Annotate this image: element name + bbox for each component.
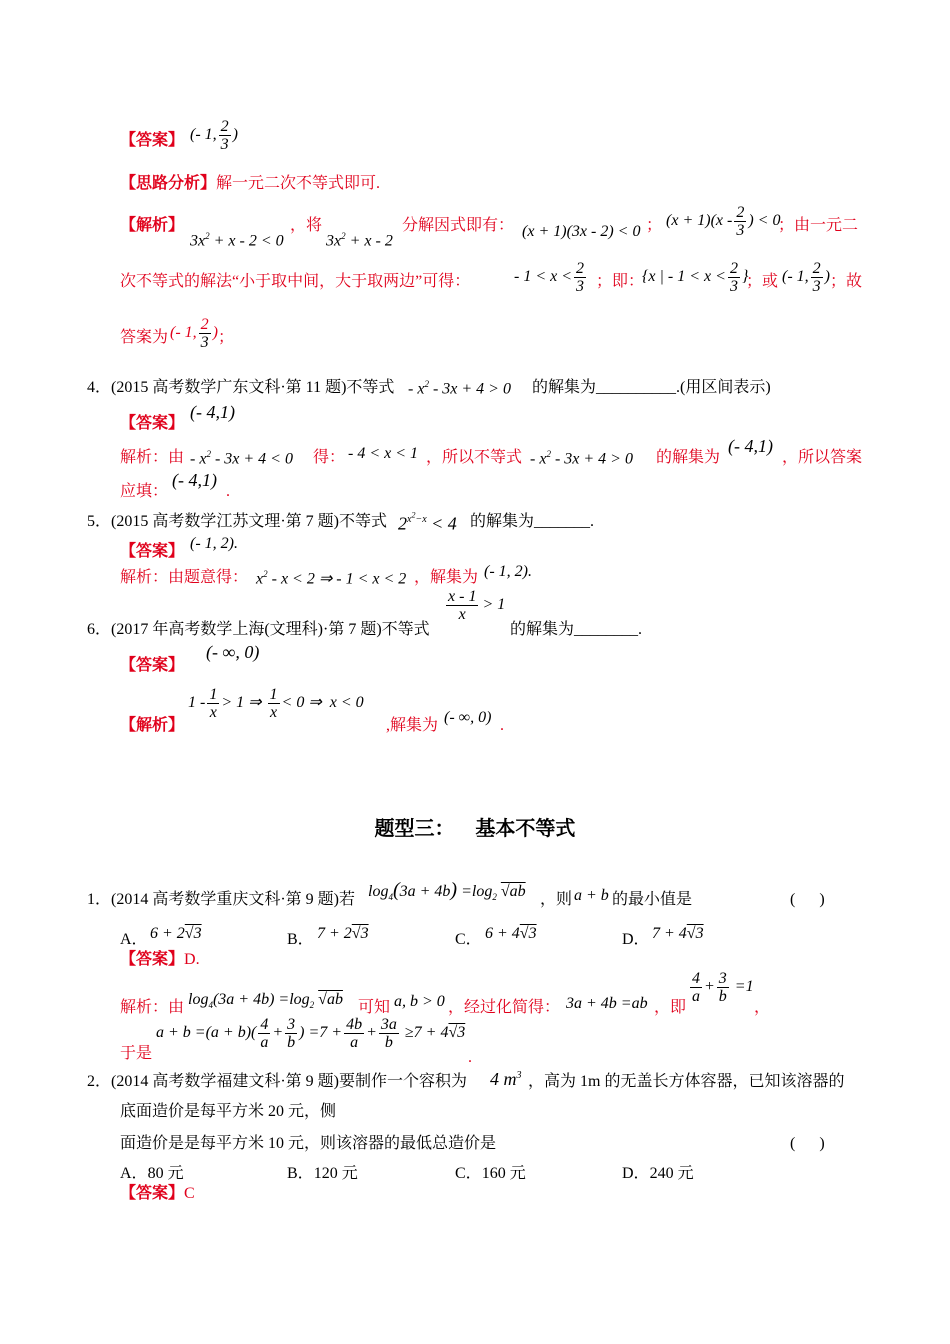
q5-tail2: . [590,513,595,530]
b1-opt-b-label: B． [287,931,314,948]
q4-sol-d: - 4 < x < 1 [348,445,419,462]
q4-sol-j: 应填： [120,483,169,500]
b1-opt-d-value: 7 + 4√3 [652,925,704,942]
b1-answer-tag: 【答案】 [120,951,185,968]
b1-expr: a + b [574,887,609,904]
sol-expr-4: (x + 1)(x - $\frac{2}{3}$ ) < 0 [666,204,781,239]
q4-sol-i: ，所以答案 [782,449,863,466]
q4-tail [532,378,771,398]
q4-sol-b: - $x^2 - 3x + 4 < 0$ [190,449,293,468]
b2-text: (2014 高考数学福建文科·第 9 题)要制作一个容积为 [111,1073,467,1090]
q5-inequality: $2^{x^2-x} < 4$ [398,511,457,534]
q5-sol-b: $x^2 - x < 2$ ⇒ - 1 < x < 2 [256,569,407,588]
q6-sol-b: 1 - $\frac{1}{x}$ > 1 ⇒ $\frac{1}{x}$ < 0 ⇒ x < 0 [188,686,364,721]
q5-tail [470,512,594,532]
sol-text-5: 次不等式的解法“小于取中间，大于取两边”可得： [120,273,471,290]
q4-tail2: .(用区间表示) [676,379,771,396]
b2-opt-d-label: D． [622,1165,650,1182]
b1-sol-b: $\log_4(3a + 4b) =\log_2$ √ab [188,991,343,1011]
b2-answer [120,1184,195,1204]
b1-tail2: 的最小值是 [612,891,693,908]
b2-paren: ( ) [790,1135,825,1152]
q5-number: 5． [87,513,112,530]
q4-number: 4． [87,379,112,396]
sol-text-3: ； [646,217,663,234]
q4-tail-text: 的解集为 [532,379,597,396]
q5-answer-tag: 【答案】 [120,543,185,560]
sol-expr-6: {x | - 1 < x < $\frac{2}{3}$ } [642,260,749,295]
q6-sol-tag: 【解析】 [120,717,185,734]
sol-text-4: ；由一元二 [778,217,859,234]
q5-answer-value: (- 1, 2). [190,535,238,552]
b1-opt-a-label: A． [120,931,148,948]
solution-tag: 【解析】 [120,217,185,234]
sol-expr-2: $3x^2 + x - 2$ [326,231,393,250]
q5-tail-text: 的解集为 [470,513,535,530]
b2-opt-b-label: B． [287,1165,314,1182]
q6-sol-d: (- ∞, 0) [444,709,492,726]
b1-sol-a: 解析：由 [120,999,185,1016]
b1-sol-k: a + b =(a + b)( $\frac{4}{a}$ + $\frac{3}{b}$ ) =7 + $\frac{4b}{a}$ + $\frac{3a}{b}$ ≥7 + 4√3 [156,1016,466,1051]
q4-sol-e: ，所以不等式 [426,449,523,466]
b1-opt-a-value: 6 + 2√3 [150,925,202,942]
b2-line2: 底面造价是每平方米 20 元，侧 [120,1103,337,1120]
q4-inequality: - $x^2 - 3x + 4 > 0$ [408,379,511,398]
q6-text: (2017 年高考数学上海(文理科)·第 7 题)不等式 [111,621,430,638]
q4-sol-h: (- 4,1) [728,436,773,456]
b1-sol-c: 可知 [358,999,391,1016]
sol-expr-1: $3x^2 + x - 2 < 0$ [190,231,284,250]
b1-tail: ，则 [540,891,573,908]
b2-option-c[interactable] [455,1164,526,1184]
b1-sol-e: ，经过化简得： [448,999,561,1016]
sol-expr-5: - 1 < x < $\frac{2}{3}$ [514,260,585,295]
q4-sol-f: - $x^2 - 3x + 4 > 0$ [530,449,633,468]
b1-text: (2014 高考数学重庆文科·第 9 题)若 [111,891,355,908]
q4-sol-l: . [226,483,230,500]
b1-paren: ( ) [790,891,825,908]
q5-sol-d: (- 1, 2). [484,563,532,580]
q4-sol-c: 得： [313,449,346,466]
b2-number: 2． [87,1073,112,1090]
b2-opt-a-label: A． [120,1165,148,1182]
sol-text-2: 分解因式即有： [402,217,515,234]
q6-answer-value: (- ∞, 0) [206,642,260,662]
sol-text-1: ，将 [290,217,323,234]
b1-opt-c-value: 6 + 4√3 [485,925,537,942]
b2-opt-c-label: C． [455,1165,482,1182]
q6-tail [510,620,642,640]
q4-sol-a: 解析：由 [120,449,185,466]
b2-option-a[interactable] [120,1164,184,1184]
b2-answer-tag: 【答案】 [120,1185,185,1202]
answer-value: (- 1, $\frac{2}{3}$ ) [190,118,238,153]
sol-text-6: ；即： [596,273,645,290]
b2-answer-value: C [184,1185,195,1202]
b1-sol-i: ， [754,999,771,1016]
sol-text-9: 答案为 [120,329,169,346]
b2-tail: ，高为 1m 的无盖长方体容器，已知该溶器的 [528,1073,845,1090]
b1-condition: $\log_4(3a + 4b) =\log_2$ √ab [368,879,526,903]
b1-option-d[interactable] [622,930,650,950]
b1-option-a[interactable] [120,930,148,950]
q5-text: (2015 高考数学江苏文理·第 7 题)不等式 [111,513,387,530]
q6-inequality: $\frac{x - 1}{x}$ > 1 [448,588,506,623]
sol-expr-7: (- 1, $\frac{2}{3}$ ) [782,260,830,295]
idea-line [120,174,380,194]
b2-volume: 4 $m^3$ [490,1069,522,1089]
b2-opt-a-value: 80 元 [147,1165,184,1182]
b1-sol-f: 3a + 4b =ab [566,995,648,1012]
section-heading: 题型三： 基本不等式 [374,816,576,840]
q6-sol-e: . [500,717,504,734]
sol-expr-3: (x + 1)(3x - 2) < 0 [522,223,641,240]
b1-opt-b-value: 7 + 2√3 [317,925,369,942]
q6-sol-c: ,解集为 [386,717,439,734]
q4-answer-value: (- 4,1) [190,402,235,422]
b1-opt-c-label: C． [455,931,482,948]
b1-sol-d: a, b > 0 [394,993,445,1010]
b1-option-b[interactable] [287,930,314,950]
b1-sol-g: ，即 [654,999,687,1016]
b1-number: 1． [87,891,112,908]
sol-text-7: ；或 [746,273,779,290]
q4-text: (2015 高考数学广东文科·第 11 题)不等式 [111,379,395,396]
sol-text-8: ；故 [830,273,863,290]
sol-text-10: ； [218,329,235,346]
b2-opt-b-value: 120 元 [313,1165,358,1182]
q4-answer-tag: 【答案】 [120,415,185,432]
b2-line3: 面造价是是每平方米 10 元，则该溶器的最低总造价是 [120,1135,497,1152]
q4-sol-g: 的解集为 [656,449,721,466]
q6-answer-tag: 【答案】 [120,657,185,674]
q4-sol-k: (- 4,1) [172,470,217,490]
b2-option-d[interactable] [622,1164,694,1184]
b1-sol-j: 于是 [120,1045,153,1062]
q6-tail-text: 的解集为 [510,621,575,638]
idea-tag: 【思路分析】 [120,175,217,192]
q5-sol-a: 解析：由题意得： [120,569,249,586]
b1-option-c[interactable] [455,930,482,950]
q5-blank: _______ [534,513,591,530]
b2-opt-d-value: 240 元 [649,1165,694,1182]
idea-text: 解一元二次不等式即可. [216,175,381,192]
q6-number: 6． [87,621,112,638]
answer-tag: 【答案】 [120,132,185,149]
q4-blank: __________ [596,379,677,396]
q5-sol-c: ，解集为 [414,569,479,586]
b2-option-b[interactable] [287,1164,358,1184]
b2-opt-c-value: 160 元 [481,1165,526,1182]
sol-expr-8: (- 1, $\frac{2}{3}$ ) [170,316,218,351]
q6-blank: ________ [574,621,639,638]
b1-sol-h: $\frac{4}{a}$ + $\frac{3}{b}$ =1 [692,970,754,1005]
q6-tail2: . [638,621,643,638]
b1-sol-l: . [468,1049,472,1066]
b1-answer-value: D. [184,951,200,968]
b1-answer [120,950,200,970]
b1-opt-d-label: D． [622,931,650,948]
